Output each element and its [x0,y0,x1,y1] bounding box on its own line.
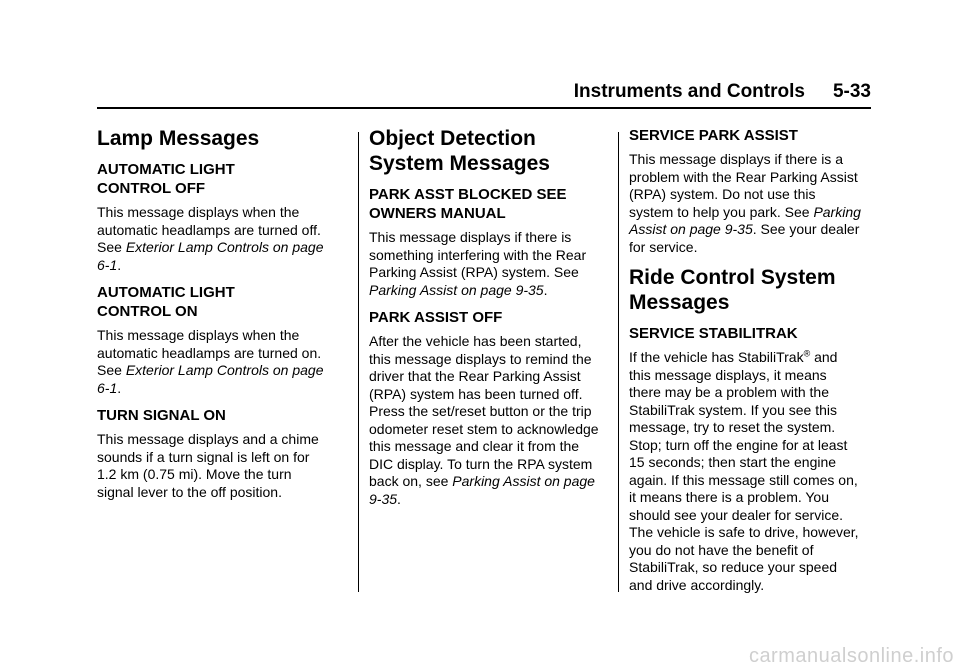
cross-reference-link[interactable]: Exterior Lamp Controls on page 6-1 [97,239,324,273]
paragraph: This message displays when the automatic headlamps are turned off. See Exterior Lamp Controls on page 6-1. [97,204,324,273]
subheading-park-assist-off: PARK ASSIST OFF [369,309,503,326]
heading-object-detection: Object Detection System Messages [369,127,550,175]
column-2 [369,126,601,517]
heading-ride-control: Ride Control System Messages [629,266,836,314]
paragraph: After the vehicle has been started, this message displays to remind the driver that the Rear Parking Assist (RPA) system has been turned off. Press the set/reset button or the trip odometer reset stem to acknowledge this message and clear it from the DIC display. To turn the RPA system back on, see Parking Assist on page 9-35. [369,333,599,507]
paragraph: This message displays and a chime sounds if a turn signal is left on for 1.2 km (0.75 mi). Move the turn signal lever to the off position. [97,431,319,500]
subheading-service-park-assist: SERVICE PARK ASSIST [629,127,798,144]
watermark: carmanualsonline.info [748,645,954,667]
column-1 [97,126,329,510]
paragraph: This message displays if there is something interfering with the Rear Parking Assist (RPA) system. See Parking Assist on page 9-35. [369,229,587,298]
page-number: 5-33 [832,81,871,102]
subheading-park-asst-blocked: PARK ASST BLOCKED SEE OWNERS MANUAL [369,186,567,222]
cross-reference-link[interactable]: Parking Assist on page 9-35 [369,473,595,507]
paragraph: This message displays if there is a problem with the Rear Parking Assist (RPA) system. Do not use this system to help you park. See Parking Assist on page 9-35. See your dealer for service. [629,151,861,255]
heading-lamp-messages: Lamp Messages [97,127,260,150]
paragraph: This message displays when the automatic headlamps are turned on. See Exterior Lamp Controls on page 6-1. [97,327,324,396]
column-3 [629,126,861,603]
subheading-auto-light-on: AUTOMATIC LIGHT CONTROL ON [97,284,235,320]
registered-mark: ® [803,348,811,359]
subheading-service-stabilitrak: SERVICE STABILITRAK [629,325,798,342]
paragraph: If the vehicle has StabiliTrak® and this message displays, it means there may be a problem with the StabiliTrak system. If you see this message, try to reset the system. Stop; turn off the engine for at least 15 seconds; then start the engine again. If this message still comes on, it means there is a problem. You should see your dealer for service. The vehicle is safe to drive, however, you do not have the benefit of StabiliTrak, so reduce your speed and drive accordingly. [629,348,859,593]
section-title: Instruments and Controls [573,81,805,102]
cross-reference-link[interactable]: Parking Assist on page 9-35 [369,281,544,298]
subheading-turn-signal-on: TURN SIGNAL ON [97,407,226,424]
column-divider [618,132,619,592]
subheading-auto-light-off: AUTOMATIC LIGHT CONTROL OFF [97,161,235,197]
cross-reference-link[interactable]: Parking Assist on page 9-35 [629,203,861,237]
running-header [97,79,871,109]
column-divider [358,132,359,592]
cross-reference-link[interactable]: Exterior Lamp Controls on page 6-1 [97,362,324,396]
